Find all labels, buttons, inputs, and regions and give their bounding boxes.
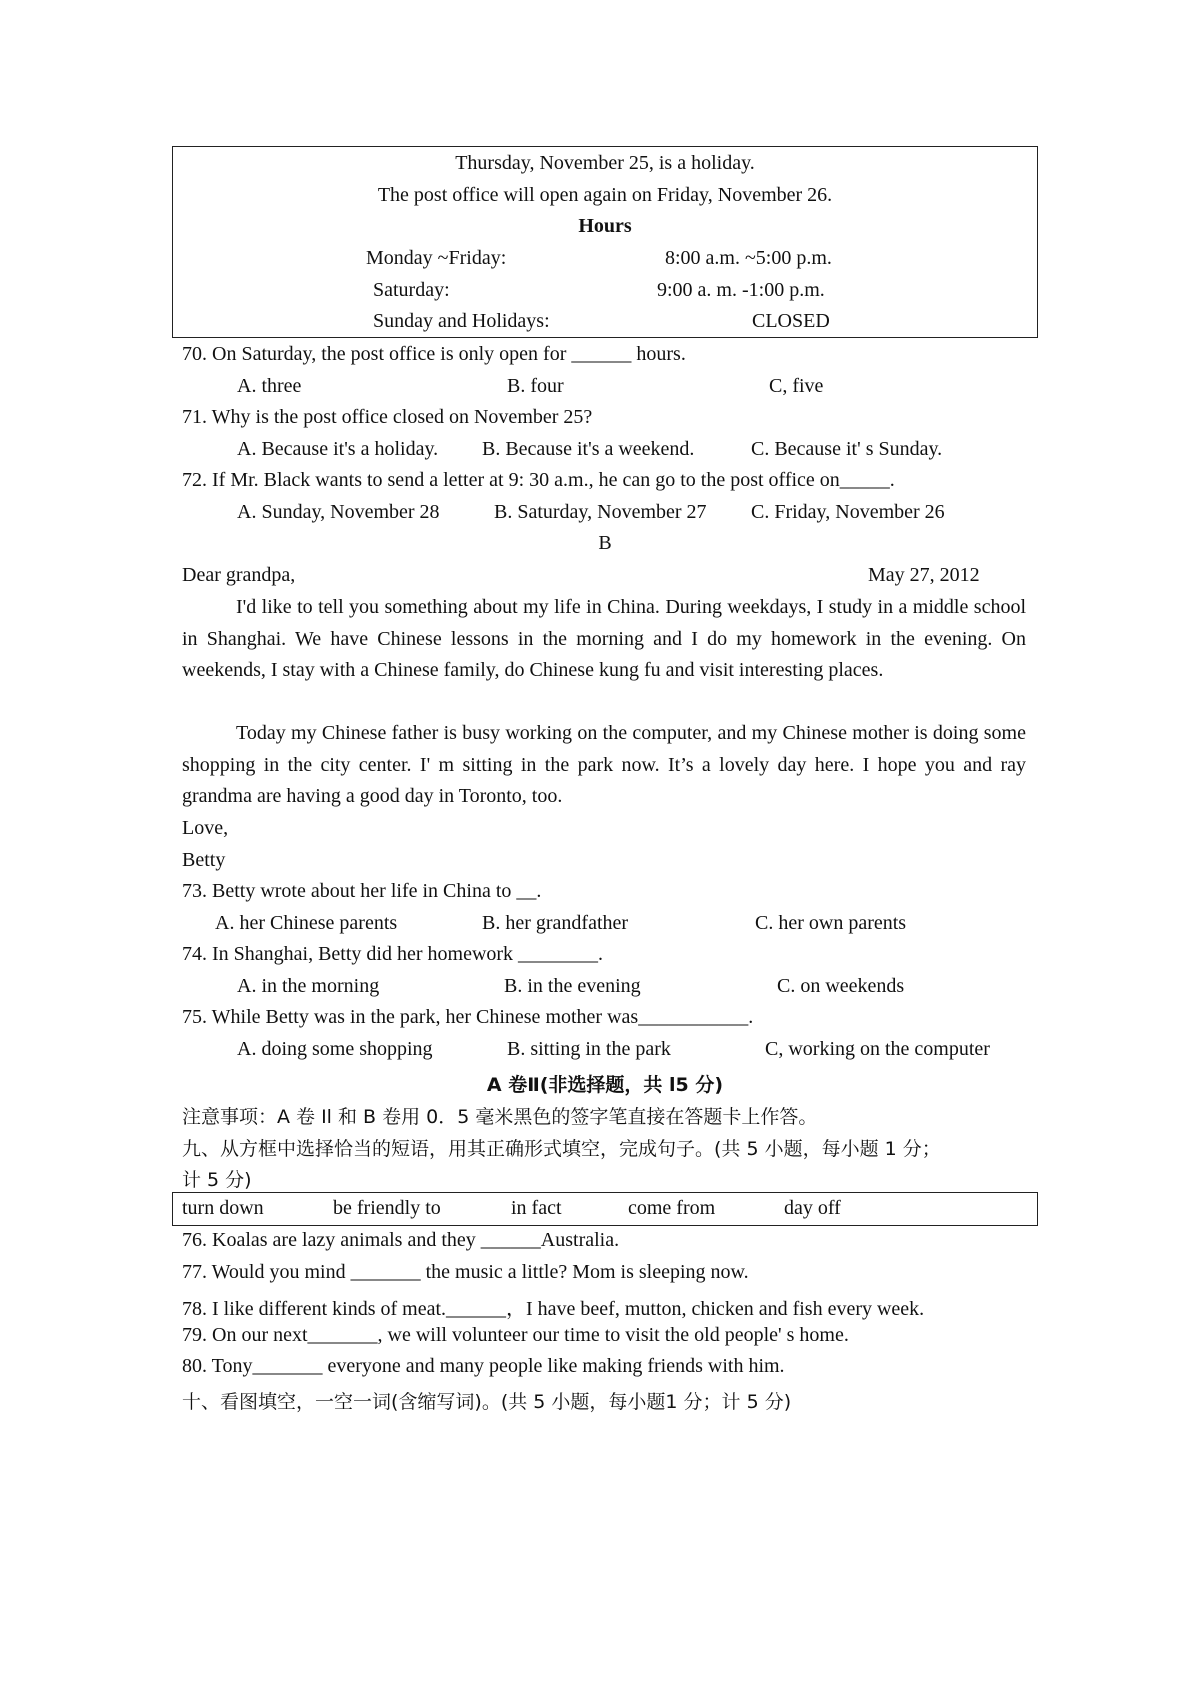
q72-option-a: A. Sunday, November 28	[237, 501, 440, 523]
hours-title: Hours	[578, 215, 632, 237]
hours-day-sunday: Sunday and Holidays:	[373, 310, 550, 332]
letter-signature: Betty	[182, 849, 226, 871]
notice-line-2: The post office will open again on Friday, November 26.	[377, 184, 833, 206]
phrase-box	[172, 1192, 1038, 1226]
question-71: 71. Why is the post office closed on November 25?	[182, 406, 593, 428]
question-75: 75. While Betty was in the park, her Chinese mother was___________.	[182, 1006, 754, 1028]
letter-date: May 27, 2012	[868, 564, 980, 586]
hours-time-sunday: CLOSED	[752, 310, 830, 332]
question-74: 74. In Shanghai, Betty did her homework ________.	[182, 943, 604, 965]
q73-option-c: C. her own parents	[755, 912, 907, 934]
hours-time-weekdays: 8:00 a.m. ~5:00 p.m.	[665, 247, 832, 269]
q71-option-a: A. Because it's a holiday.	[237, 438, 439, 460]
question-79: 79. On our next_______, we will volunteer our time to visit the old people' s home.	[182, 1324, 849, 1346]
section-9-instruction-line-1: 九、从方框中选择恰当的短语，用其正确形式填空，完成句子。(共 5 小题，每小题 1 分；	[182, 1138, 941, 1160]
q70-option-c: C, five	[769, 375, 824, 397]
letter-paragraph-2: Today my Chinese father is busy working on the computer, and my Chinese mother is doing some shopping in the city center. I' m sitting in the park now. It’s a lovely day here. I hope you and ray grandma are having a good day in Toronto, too.	[182, 722, 1026, 807]
q70-option-b: B. four	[507, 375, 564, 397]
q72-option-c: C. Friday, November 26	[751, 501, 945, 523]
hours-time-saturday: 9:00 a. m. -1:00 p.m.	[657, 279, 825, 301]
q75-option-c: C, working on the computer	[765, 1038, 990, 1060]
letter-paragraph-1: I'd like to tell you something about my life in China. During weekdays, I study in a middle school in Shanghai. We have Chinese lessons in the morning and I do my homework in the evening. On weekends, I stay with a Chinese family, do Chinese kung fu and visit interesting places.	[182, 596, 1026, 681]
notice-line-1: Thursday, November 25, is a holiday.	[455, 152, 755, 174]
section-b-heading: B	[598, 532, 612, 554]
hours-day-saturday: Saturday:	[373, 279, 450, 301]
question-72: 72. If Mr. Black wants to send a letter at 9: 30 a.m., he can go to the post office on_____.	[182, 469, 895, 491]
question-70: 70. On Saturday, the post office is only open for ______ hours.	[182, 343, 686, 365]
q74-option-b: B. in the evening	[504, 975, 641, 997]
question-78: 78. I like different kinds of meat.______，I have beef, mutton, chicken and fish every week.	[182, 1298, 925, 1320]
q75-option-a: A. doing some shopping	[237, 1038, 433, 1060]
section-10-instruction: 十、看图填空，一空一词(含缩写词)。(共 5 小题，每小题1 分；计 5 分)	[182, 1391, 792, 1413]
letter-closing: Love,	[182, 817, 229, 839]
question-80: 80. Tony_______ everyone and many people like making friends with him.	[182, 1355, 785, 1377]
part2-note: 注意事项：A 卷 Il 和 B 卷用 0．5 毫米黑色的签字笔直接在答题卡上作答。	[182, 1106, 818, 1128]
question-77: 77. Would you mind _______ the music a little? Mom is sleeping now.	[182, 1261, 749, 1283]
q75-option-b: B. sitting in the park	[507, 1038, 671, 1060]
q72-option-b: B. Saturday, November 27	[494, 501, 707, 523]
question-76: 76. Koalas are lazy animals and they ______Australia.	[182, 1229, 620, 1251]
q74-option-c: C. on weekends	[777, 975, 905, 997]
q74-option-a: A. in the morning	[237, 975, 380, 997]
phrase-turn-down: turn down	[182, 1197, 264, 1219]
hours-day-weekdays: Monday ~Friday:	[366, 247, 507, 269]
phrase-come-from: come from	[628, 1197, 716, 1219]
phrase-in-fact: in fact	[511, 1197, 562, 1219]
q73-option-a: A. her Chinese parents	[215, 912, 398, 934]
letter-greeting: Dear grandpa,	[182, 564, 296, 586]
section-9-instruction-line-2: 计 5 分)	[182, 1169, 252, 1191]
q71-option-b: B. Because it's a weekend.	[482, 438, 695, 460]
question-73: 73. Betty wrote about her life in China to __.	[182, 880, 542, 902]
part2-title: A 卷Ⅱ(非选择题，共 l5 分)	[486, 1074, 724, 1096]
q71-option-c: C. Because it' s Sunday.	[751, 438, 943, 460]
phrase-day-off: day off	[784, 1197, 841, 1219]
q70-option-a: A. three	[237, 375, 302, 397]
phrase-be-friendly-to: be friendly to	[333, 1197, 441, 1219]
q73-option-b: B. her grandfather	[482, 912, 629, 934]
